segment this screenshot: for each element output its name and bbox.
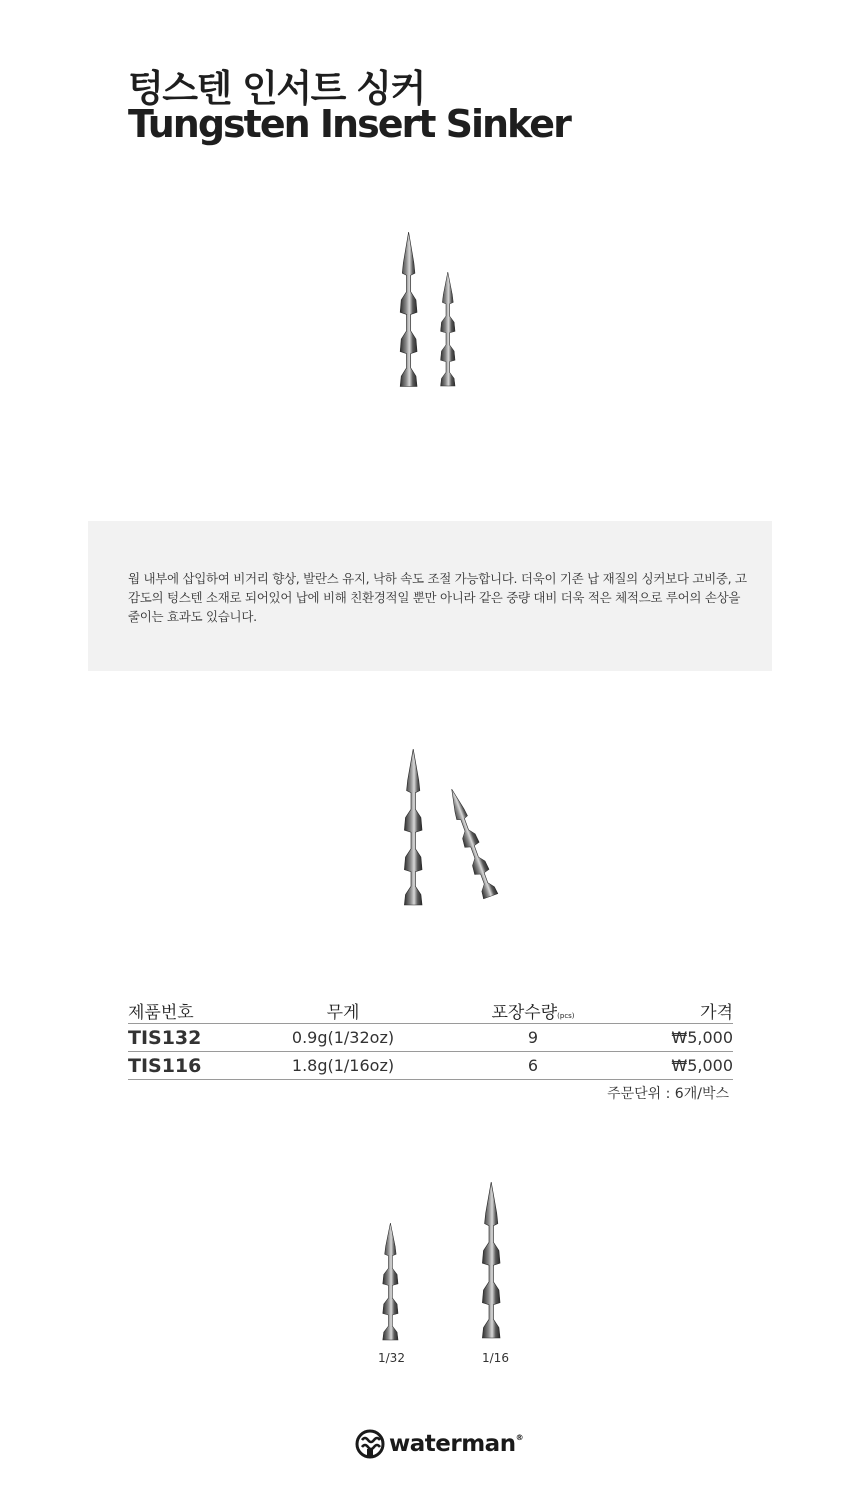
spec-table — [128, 998, 733, 1080]
cell-price: ₩5,000 — [628, 1024, 733, 1052]
header-qty — [438, 998, 628, 1024]
sinker-small-image — [441, 272, 455, 386]
product-image-upright — [380, 228, 480, 398]
cell-code: TIS132 — [128, 1024, 248, 1052]
cell-weight: 0.9g(1/32oz) — [248, 1024, 438, 1052]
registered-mark: ® — [515, 1433, 524, 1442]
cell-qty: 9 — [438, 1024, 628, 1052]
header-qty-label: 포장수량 — [491, 1003, 558, 1023]
sinker-small-image-tilted — [445, 787, 498, 899]
cell-price: ₩5,000 — [628, 1052, 733, 1080]
description-text: 웜 내부에 삽입하여 비거리 향상, 발란스 유지, 낙하 속도 조절 가능합니다. 더욱이 기존 납 재질의 싱커보다 고비중, 고감도의 텅스텐 소재로 되어있어 납에 비해 친환경적일 뿐만 아니라 같은 중량 대비 더욱 적은 체적으로 루어의 손상을 줄이는 효과도 있습니다. — [128, 571, 747, 624]
sinker-1-16-image — [482, 1182, 500, 1338]
table-row — [128, 1024, 733, 1052]
order-unit-note: 주문단위 : 6개/박스 — [607, 1086, 729, 1102]
size-comparison-image — [370, 1178, 520, 1348]
cell-code: TIS116 — [128, 1052, 248, 1080]
size-label-1-16: 1/16 — [482, 1351, 509, 1365]
brand-logo — [355, 1428, 523, 1460]
page-title-korean: 텅스텐 인서트 싱커 — [128, 67, 425, 110]
table-row — [128, 1052, 733, 1080]
sinker-large-image-2 — [404, 749, 422, 905]
cell-qty: 6 — [438, 1052, 628, 1080]
header-weight: 무게 — [248, 998, 438, 1024]
cell-weight: 1.8g(1/16oz) — [248, 1052, 438, 1080]
table-header-row — [128, 998, 733, 1024]
size-label-1-32: 1/32 — [378, 1351, 405, 1365]
waterman-logo-icon — [355, 1429, 385, 1459]
brand-name-text: waterman — [389, 1431, 516, 1457]
header-price: 가격 — [628, 998, 733, 1024]
page-title-english: Tungsten Insert Sinker — [128, 102, 570, 146]
sinker-1-32-image — [383, 1223, 398, 1340]
product-image-angled — [385, 745, 505, 915]
header-qty-unit: (pcs) — [557, 1012, 575, 1020]
description-box — [88, 521, 772, 671]
header-code: 제품번호 — [128, 998, 248, 1024]
sinker-large-image — [400, 232, 417, 387]
brand-name — [389, 1431, 523, 1457]
